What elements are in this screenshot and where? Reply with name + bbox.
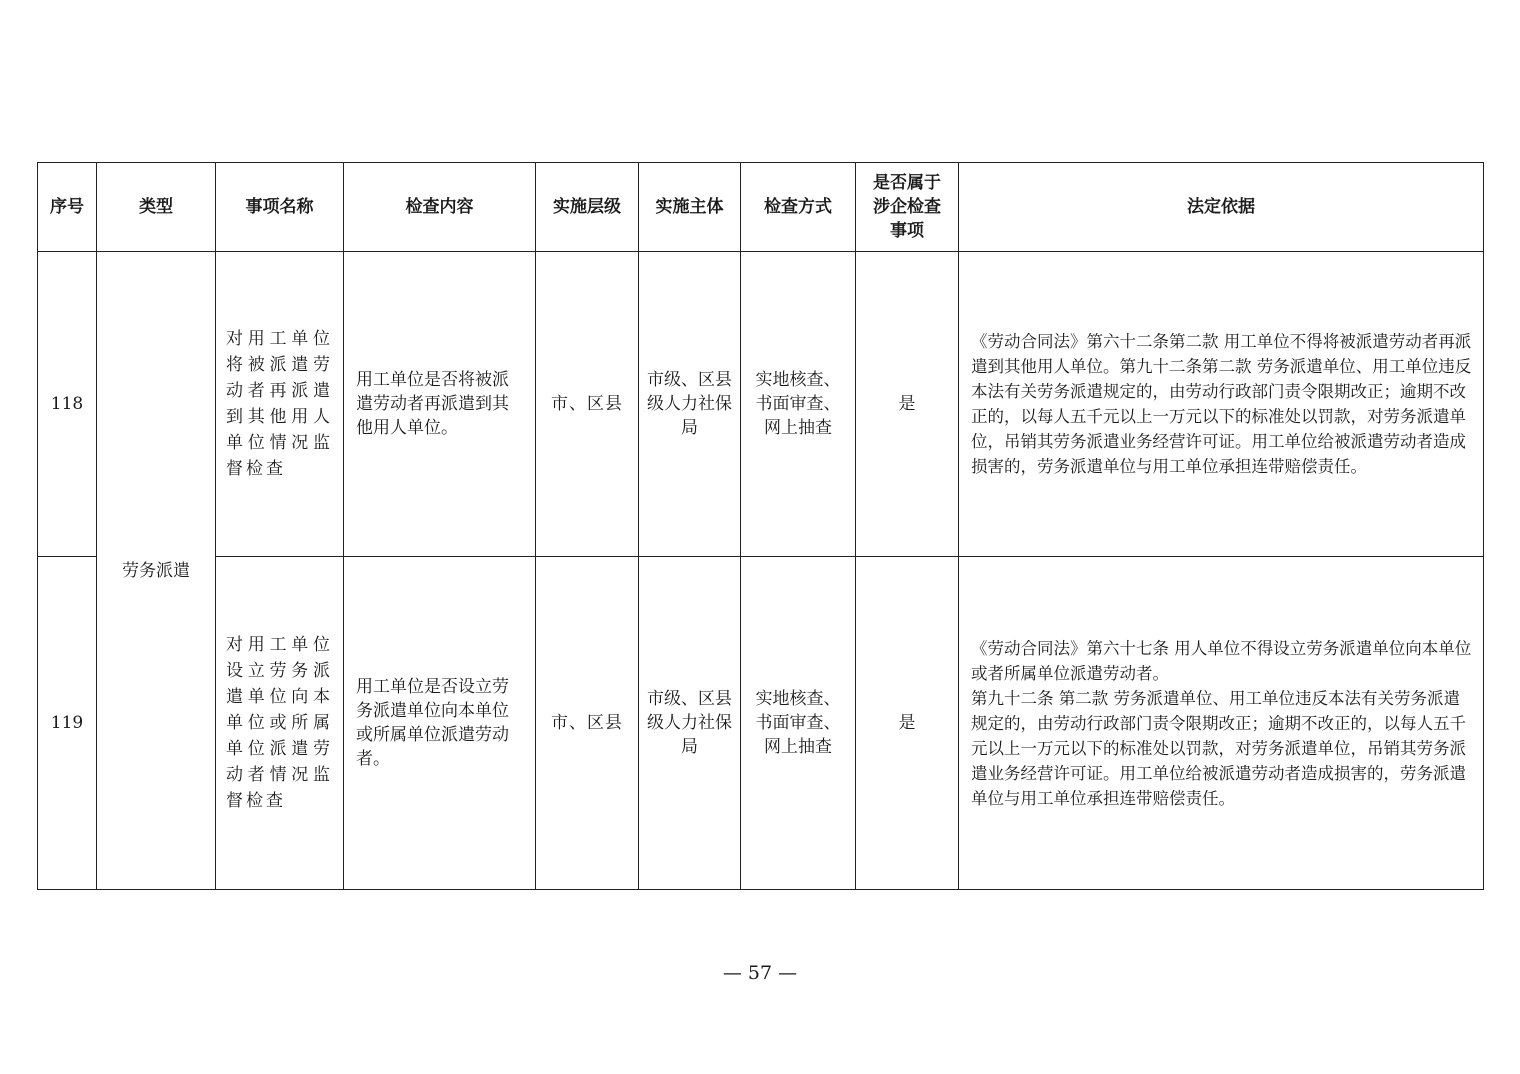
method-text: 实地核查、书面审查、网上抽查 xyxy=(755,689,841,757)
content-text: 用工单位是否将被派遣劳动者再派遣到其他用人单位。 xyxy=(356,370,509,438)
header-subject: 实施主体 xyxy=(639,163,741,252)
row-basis xyxy=(959,557,1484,890)
row-level: 市、区县 xyxy=(536,557,639,890)
page-number: — 57 — xyxy=(722,962,798,984)
row-method xyxy=(741,252,856,557)
header-seq: 序号 xyxy=(38,163,97,252)
row-seq: 118 xyxy=(38,252,97,557)
header-enterprise xyxy=(856,163,959,252)
row-level: 市、区县 xyxy=(536,252,639,557)
item-name-text: 对用工单位设立劳务派遣单位向本单位或所属单位派遣劳动者情况监督检查 xyxy=(226,635,333,811)
basis-text xyxy=(959,329,1483,479)
header-enterprise-text: 是否属于涉企检查事项 xyxy=(873,173,941,241)
row-enterprise: 是 xyxy=(856,557,959,890)
row-content xyxy=(344,557,536,890)
item-name-text: 对用工单位将被派遣劳动者再派遣到其他用人单位情况监督检查 xyxy=(226,329,333,479)
basis-paragraph: 《劳动合同法》第六十二条第二款 用工单位不得将被派遣劳动者再派遣到其他用人单位。第九十二条第二款 劳务派遣单位、用工单位违反本法有关劳务派遣规定的，由劳动行政部门责令限期改正；逾期不改正的，以每人五千元以上一万元以下的标准处以罚款，对劳务派遣单位，吊销其劳务派遣业务经营许可证。用工单位给被派遣劳动者造成损害的，劳务派遣单位与用工单位承担连带赔偿责任。 xyxy=(971,332,1472,476)
basis-paragraph: 《劳动合同法》第六十七条 用人单位不得设立劳务派遣单位向本单位或者所属单位派遣劳动者。 xyxy=(971,638,1472,683)
content-text: 用工单位是否设立劳务派遣单位向本单位或所属单位派遣劳动者。 xyxy=(356,677,509,769)
table-header-row xyxy=(38,163,1484,252)
subject-text: 市级、区县级人力社保局 xyxy=(647,370,732,438)
row-basis xyxy=(959,252,1484,557)
row-item-name xyxy=(216,252,344,557)
row-seq: 119 xyxy=(38,557,97,890)
row-subject xyxy=(639,252,741,557)
header-content: 检查内容 xyxy=(344,163,536,252)
row-subject xyxy=(639,557,741,890)
basis-text xyxy=(959,636,1483,811)
row-enterprise: 是 xyxy=(856,252,959,557)
header-method: 检查方式 xyxy=(741,163,856,252)
header-level: 实施层级 xyxy=(536,163,639,252)
header-basis: 法定依据 xyxy=(959,163,1484,252)
header-type: 类型 xyxy=(97,163,216,252)
method-text: 实地核查、书面审查、网上抽查 xyxy=(755,370,841,438)
header-name: 事项名称 xyxy=(216,163,344,252)
table-row xyxy=(38,252,1484,557)
inspection-items-table xyxy=(37,162,1484,890)
subject-text: 市级、区县级人力社保局 xyxy=(647,689,732,757)
row-category: 劳务派遣 xyxy=(97,252,216,890)
table-row xyxy=(38,557,1484,890)
row-content xyxy=(344,252,536,557)
row-item-name xyxy=(216,557,344,890)
row-method xyxy=(741,557,856,890)
basis-paragraph: 第九十二条 第二款 劳务派遣单位、用工单位违反本法有关劳务派遣规定的，由劳动行政部门责令限期改正；逾期不改正的，以每人五千元以上一万元以下的标准处以罚款，对劳务派遣单位，吊销其劳务派遣业务经营许可证。用工单位给被派遣劳动者造成损害的，劳务派遣单位与用工单位承担连带赔偿责任。 xyxy=(971,688,1466,808)
